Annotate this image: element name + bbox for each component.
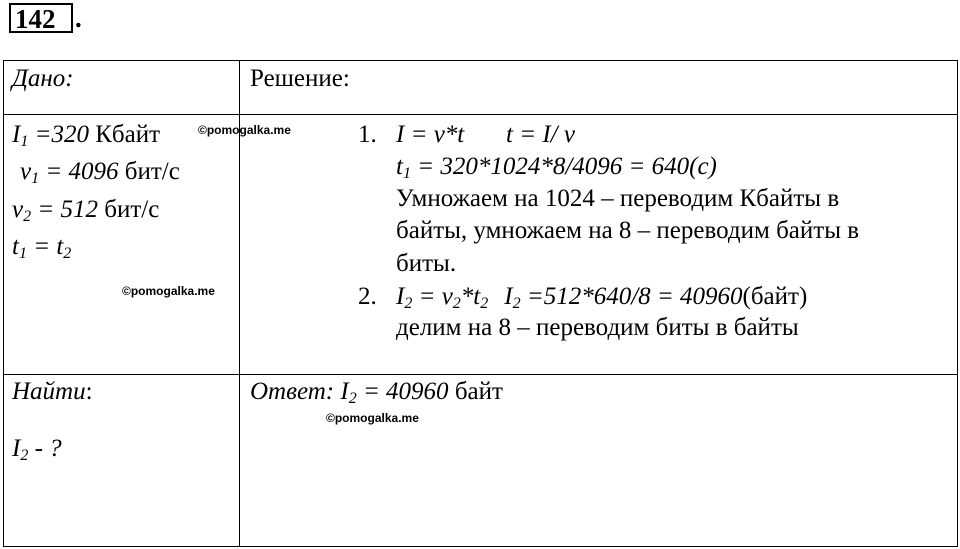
answer-line: Ответ: $I_2 = 40960$ байт bbox=[250, 378, 503, 407]
step-2-formula: $I_2 = v_2*t_2$ $I_2 =512*640/8$ = 40960(байт) bbox=[396, 283, 808, 312]
table-answer-divider bbox=[3, 374, 958, 375]
step-2-note: делим на 8 – переводим биты в байты bbox=[396, 314, 799, 341]
watermark: ©pomogalka.me bbox=[326, 411, 419, 425]
step-1-note-line-2: байты, умножаем на 8 – переводим байты в bbox=[396, 217, 860, 244]
given-line-3: $v_2 = 512$ бит/с bbox=[12, 196, 160, 225]
step-1-calculation: $t_1 = 320*1024*8/4096 = 640(с)$ bbox=[396, 153, 717, 182]
given-line-2: $v_1 = 4096$ бит/с bbox=[20, 158, 180, 187]
find-line-1: $I_2$ - ? bbox=[12, 435, 62, 464]
problem-number-box bbox=[9, 3, 73, 33]
given-header: Дано: bbox=[12, 65, 74, 92]
step-1-note-line-3: биты. bbox=[396, 250, 457, 277]
given-line-4: $t_1 = t_2$ bbox=[12, 233, 72, 262]
problem-number-dot: . bbox=[75, 3, 82, 33]
watermark: ©pomogalka.me bbox=[122, 284, 215, 298]
find-header: Найти: bbox=[12, 378, 93, 405]
step-1-formula-a: I = v*t bbox=[396, 121, 465, 148]
table-header-divider bbox=[3, 114, 958, 115]
step-2-number: 2. bbox=[358, 283, 377, 310]
step-1-number: 1. bbox=[358, 121, 377, 148]
problem-number: 142 bbox=[15, 4, 56, 34]
step-1-note-line-1: Умножаем на 1024 – переводим Кбайты в bbox=[396, 185, 840, 212]
step-1-formula-b: t = I/ v bbox=[506, 121, 575, 148]
given-line-1: $I_1 =320$ Кбайт bbox=[12, 121, 160, 150]
watermark: ©pomogalka.me bbox=[198, 123, 291, 137]
solution-header: Решение: bbox=[250, 65, 350, 92]
